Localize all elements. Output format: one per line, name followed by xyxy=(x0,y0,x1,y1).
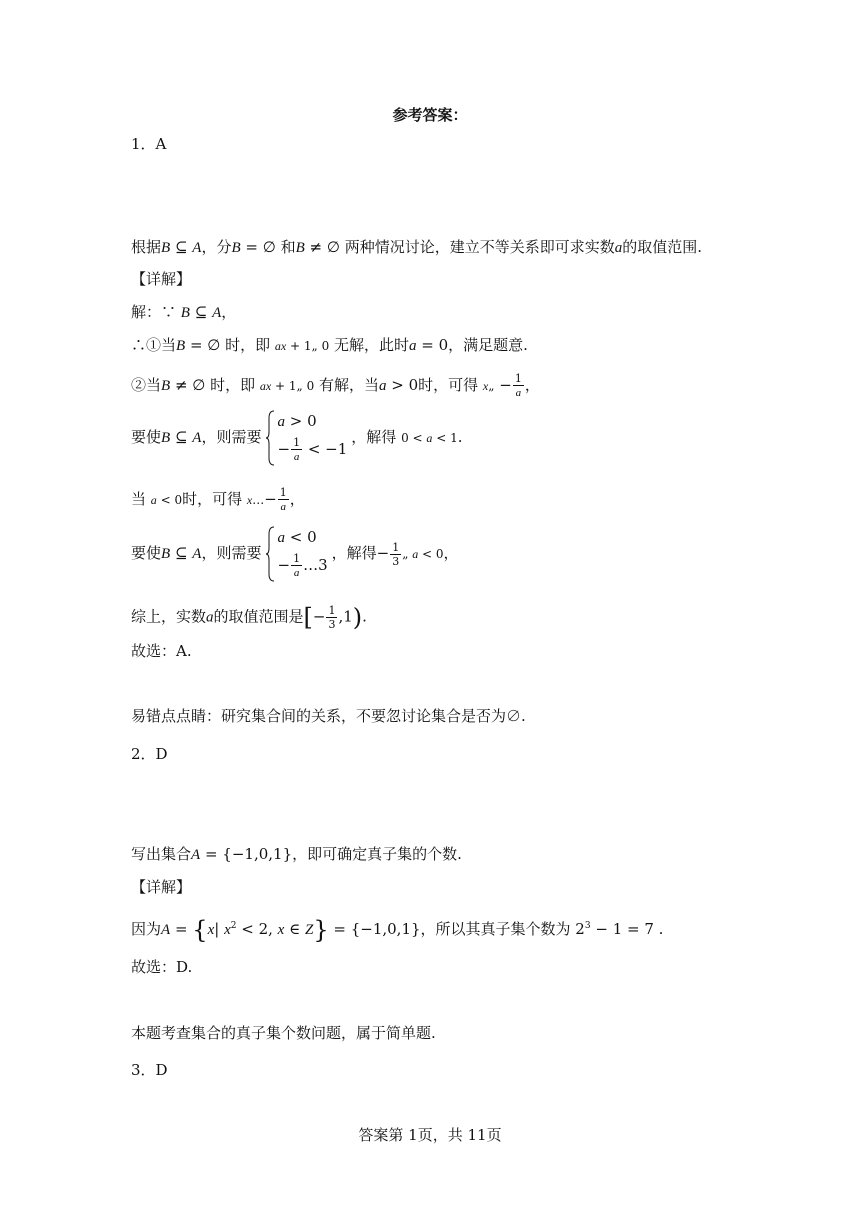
q1-case-negative: 当 a < 0时，可得 x…− $\frac{1}{a}$ ， xyxy=(131,486,305,513)
q2-heading: 2．D xyxy=(131,745,168,763)
q1-solution-start: 解：∵ B ⊆ A， xyxy=(131,303,237,321)
q1-system-negative: 要使B ⊆ A，则需要 a < 0 − $\frac{1}{a}$ …3 ，解得− $\frac{1}{3}$ „ a < 0， xyxy=(131,526,459,582)
q1-note: 易错点点睛：研究集合间的关系，不要忽讨论集合是否为∅. xyxy=(131,707,526,725)
fraction: $\frac{1}{a}$ xyxy=(514,372,522,399)
q1-detail-label: 【详解】 xyxy=(131,270,192,288)
q2-solution: 因为A = {x| $x^2 < 2$, x ∈ Z} = {−1,0,1}，所以其真子集个数为 $2^3 - 1 = 7$ . xyxy=(131,916,664,944)
q3-heading: 3．D xyxy=(131,1061,168,1079)
inequality-system: a > 0 − $\frac{1}{a}$ < −1 xyxy=(265,410,347,466)
q1-case-empty: ∴①当B = ∅ 时，即 ax + 1„ 0 无解，此时a = 0，满足题意. xyxy=(131,336,528,354)
page-title: 参考答案： xyxy=(392,106,468,124)
q1-analysis: 根据B ⊆ A，分B = ∅ 和B ≠ ∅ 两种情况讨论，建立不等关系即可求实数a的取值范围. xyxy=(131,238,703,256)
q1-summary: 综上，实数a的取值范围是[− $\frac{1}{3}$ ,1). xyxy=(131,603,367,632)
q1-system-positive: 要使B ⊆ A，则需要 a > 0 − $\frac{1}{a}$ < −1 ，解得 0 < a < 1. xyxy=(131,410,463,466)
q2-analysis: 写出集合A = {−1,0,1}，即可确定真子集的个数. xyxy=(131,845,462,863)
q2-note: 本题考查集合的真子集个数问题，属于简单题. xyxy=(131,1024,436,1042)
q2-detail-label: 【详解】 xyxy=(131,878,192,896)
q1-heading: 1．A xyxy=(131,135,167,153)
inequality-system: a < 0 − $\frac{1}{a}$ …3 xyxy=(265,526,327,582)
q1-choice: 故选：A. xyxy=(131,642,192,660)
q1-case-nonempty: ②当B ≠ ∅ 时，即 ax + 1„ 0 有解，当a > 0时，可得 x„ − $\frac{1}{a}$ ， xyxy=(131,372,540,399)
page-footer: 答案第 1页，共 11页 xyxy=(358,1126,502,1144)
q2-choice: 故选：D. xyxy=(131,958,193,976)
